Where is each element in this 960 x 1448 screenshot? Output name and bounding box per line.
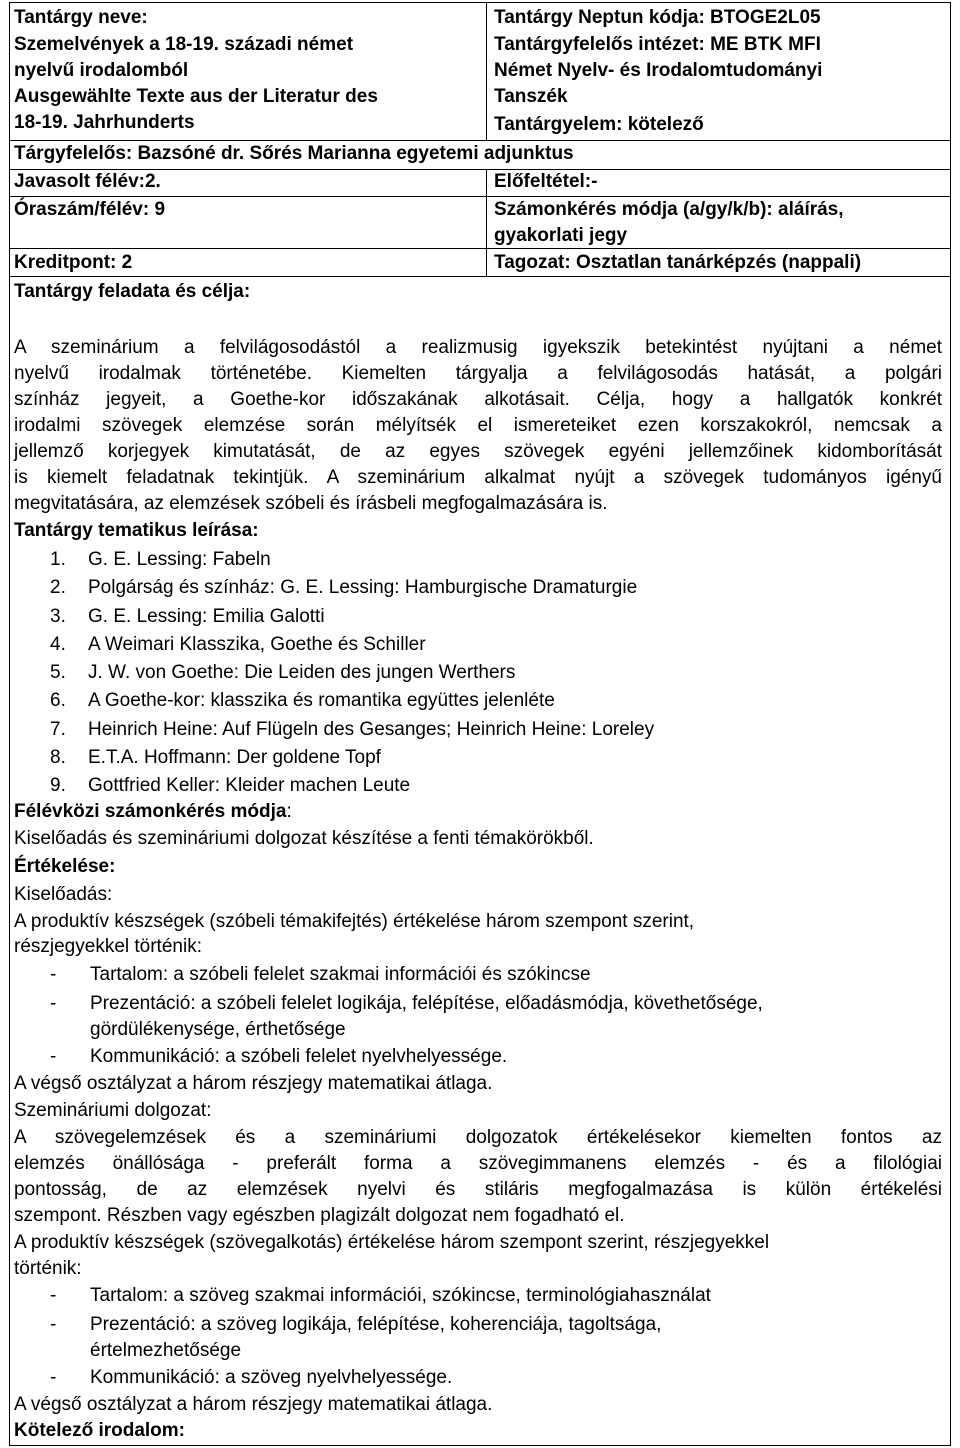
criteria-item: [14, 1312, 711, 1364]
paper-criteria: [14, 1283, 711, 1391]
institute-line: Tantárgyfelelős intézet: ME BTK MFI: [494, 34, 821, 55]
prerequisite: Előfeltétel:-: [494, 171, 598, 192]
paper-line: A szövegelemzések és a szemináriumi dolgozatok értékelésekor kiemelten fontos az: [14, 1127, 942, 1148]
topic-item: [14, 631, 654, 659]
credits: Kreditpont: 2: [14, 252, 133, 273]
course-name-line: nyelvű irodalomból: [14, 60, 189, 81]
criteria-text: gördülékenysége, érthetősége: [90, 1019, 346, 1040]
criteria-text: Kommunikáció: a szöveg nyelvhelyessége.: [90, 1367, 453, 1388]
goal-line: nyelvű irodalmak történetébe. Kiemelten tárgyalja a felvilágosodás hatását, a polgári: [14, 363, 942, 384]
paper-line: pontosság, de az elemzések nyelvi és stiláris megfogalmazása is külön értékelési: [14, 1179, 942, 1200]
topic-item: [14, 772, 654, 800]
paper-line: szempont. Részben vagy egészben plagizált dolgozat nem fogadható el.: [14, 1205, 625, 1226]
topic-item: [14, 546, 654, 574]
criteria-text: Prezentáció: a szóbeli felelet logikája, felépítése, előadásmódja, követhetősége,: [90, 993, 763, 1014]
topic-item: [14, 574, 654, 602]
presentation-intro-line: A produktív készségek (szóbeli témakifejtés) értékelése három szempont szerint,: [14, 911, 695, 932]
paper-intro-line: történik:: [14, 1258, 82, 1279]
criteria-text: értelmezhetősége: [90, 1340, 242, 1361]
presentation-criteria: [14, 962, 763, 1070]
topic-text: A Goethe-kor: klasszika és romantika együttes jelenléte: [88, 690, 555, 712]
topics-list: [14, 546, 654, 801]
header-divider: [486, 248, 487, 276]
goal-label: Tantárgy feladata és célja:: [14, 281, 251, 302]
topic-number: 7.: [50, 718, 66, 740]
dash-bullet: -: [50, 1046, 57, 1067]
criteria-text: Prezentáció: a szöveg logikája, felépítése, koherenciája, tagoltsága,: [90, 1314, 662, 1335]
paper-final: A végső osztályzat a három részjegy matematikai átlaga.: [14, 1394, 493, 1415]
presentation-intro-line: részjegyekkel történik:: [14, 936, 202, 957]
assessment-type: gyakorlati jegy: [494, 225, 628, 246]
topic-text: E.T.A. Hoffmann: Der goldene Topf: [88, 747, 381, 769]
topic-text: G. E. Lessing: Emilia Galotti: [88, 605, 325, 627]
goal-line: A szeminárium a felvilágosodástól a realizmusig igyekszik betekintést nyújtani a német: [14, 337, 942, 358]
presentation-final: A végső osztályzat a három részjegy matematikai átlaga.: [14, 1073, 493, 1094]
topic-text: Gottfried Keller: Kleider machen Leute: [88, 775, 411, 797]
topic-item: [14, 603, 654, 631]
goal-line: is kiemelt feladatnak tekintjük. A szeminárium alkalmat nyújt a szövegek tudományos igényű: [14, 467, 942, 488]
evaluation-label: Értékelése:: [14, 856, 116, 877]
criteria-item: [14, 1044, 763, 1070]
program: Tagozat: Osztatlan tanárképzés (nappali): [494, 252, 862, 273]
paper-label: Szemináriumi dolgozat:: [14, 1100, 212, 1121]
literature-label: Kötelező irodalom:: [14, 1420, 186, 1441]
assessment-type: Számonkérés módja (a/gy/k/b): aláírás,: [494, 199, 844, 220]
topic-item: [14, 659, 654, 687]
criteria-item: [14, 1365, 711, 1391]
topics-label: Tantárgy tematikus leírása:: [14, 520, 259, 541]
topic-number: 9.: [50, 775, 66, 797]
goal-line: színház jegyeit, a Goethe-kor időszakának alkotásait. Célja, hogy a hallgatók konkrét: [14, 389, 942, 410]
topic-number: 3.: [50, 605, 66, 627]
institute-line: Német Nyelv- és Irodalomtudományi: [494, 60, 823, 81]
institute-line: Tanszék: [494, 86, 568, 107]
dash-bullet: -: [50, 993, 57, 1014]
course-name-line: Szemelvények a 18-19. századi német: [14, 34, 354, 55]
course-name-label: Tantárgy neve:: [14, 7, 148, 28]
topic-text: A Weimari Klasszika, Goethe és Schiller: [88, 633, 426, 655]
midterm-text: Kiselőadás és szemináriumi dolgozat készítése a fenti témakörökből.: [14, 828, 594, 849]
criteria-text: Kommunikáció: a szóbeli felelet nyelvhelyessége.: [90, 1046, 508, 1067]
dash-bullet: -: [50, 1367, 57, 1388]
topic-text: J. W. von Goethe: Die Leiden des jungen Werthers: [88, 662, 516, 684]
topic-item: [14, 716, 654, 744]
topic-text: G. E. Lessing: Fabeln: [88, 549, 271, 570]
topic-number: 2.: [50, 577, 66, 599]
header-rule: [9, 248, 951, 249]
topic-number: 5.: [50, 662, 66, 684]
paper-line: elemzés önállósága - preferált forma a szövegimmanens elemzés - és a filológiai: [14, 1153, 942, 1174]
topic-text: Heinrich Heine: Auf Flügeln des Gesanges; Heinrich Heine: Loreley: [88, 718, 655, 740]
topic-number: 4.: [50, 633, 66, 655]
responsible-person: Tárgyfelelős: Bazsóné dr. Sőrés Marianna egyetemi adjunktus: [14, 143, 574, 164]
topic-number: 6.: [50, 690, 66, 712]
midterm-label-text: Félévközi számonkérés módja: [14, 801, 287, 822]
hours-per-semester: Óraszám/félév: 9: [14, 199, 166, 220]
topic-number: 8.: [50, 747, 66, 769]
dash-bullet: -: [50, 1314, 57, 1335]
recommended-semester: Javasolt félév:2.: [14, 171, 161, 192]
goal-line: megvitatására, az elemzések szóbeli és írásbeli megfogalmazására is.: [14, 493, 608, 514]
header-divider: [486, 2, 487, 140]
criteria-text: Tartalom: a szóbeli felelet szakmai információi és szókincse: [90, 964, 591, 985]
dash-bullet: -: [50, 1285, 57, 1306]
course-element: Tantárgyelem: kötelező: [494, 114, 704, 135]
course-name-line: Ausgewählte Texte aus der Literatur des: [14, 86, 378, 107]
topic-number: 1.: [50, 549, 66, 570]
goal-paragraph: [14, 335, 942, 517]
criteria-item: [14, 1283, 711, 1309]
topic-item: [14, 744, 654, 772]
goal-line: jellemző korjegyek kimutatását, de az egyes szövegek egyéni jellemzőinek kidomborítását: [14, 441, 942, 462]
goal-line: irodalmi szövegek elemzése során mélyítsék el ismereteiket ezen korszakokról, nemcsak a: [14, 415, 942, 436]
midterm-label: [14, 799, 292, 825]
criteria-text: Tartalom: a szöveg szakmai információi, szókincse, terminológiahasználat: [90, 1285, 711, 1306]
topic-text: Polgárság és színház: G. E. Lessing: Hamburgische Dramaturgie: [88, 577, 638, 599]
course-name-line: 18-19. Jahrhunderts: [14, 112, 195, 133]
dash-bullet: -: [50, 964, 57, 985]
topic-item: [14, 687, 654, 715]
criteria-item: [14, 962, 763, 988]
header-divider: [486, 169, 487, 196]
header-divider: [486, 196, 487, 248]
midterm-label-colon: :: [286, 801, 292, 822]
neptun-code: Tantárgy Neptun kódja: BTOGE2L05: [494, 7, 821, 28]
criteria-item: [14, 991, 763, 1043]
paper-paragraph: [14, 1125, 942, 1229]
paper-intro-line: A produktív készségek (szövegalkotás) értékelése három szempont szerint, részjegyekkel: [14, 1232, 770, 1253]
presentation-label: Kiselőadás:: [14, 884, 113, 905]
header-rule: [9, 276, 951, 277]
